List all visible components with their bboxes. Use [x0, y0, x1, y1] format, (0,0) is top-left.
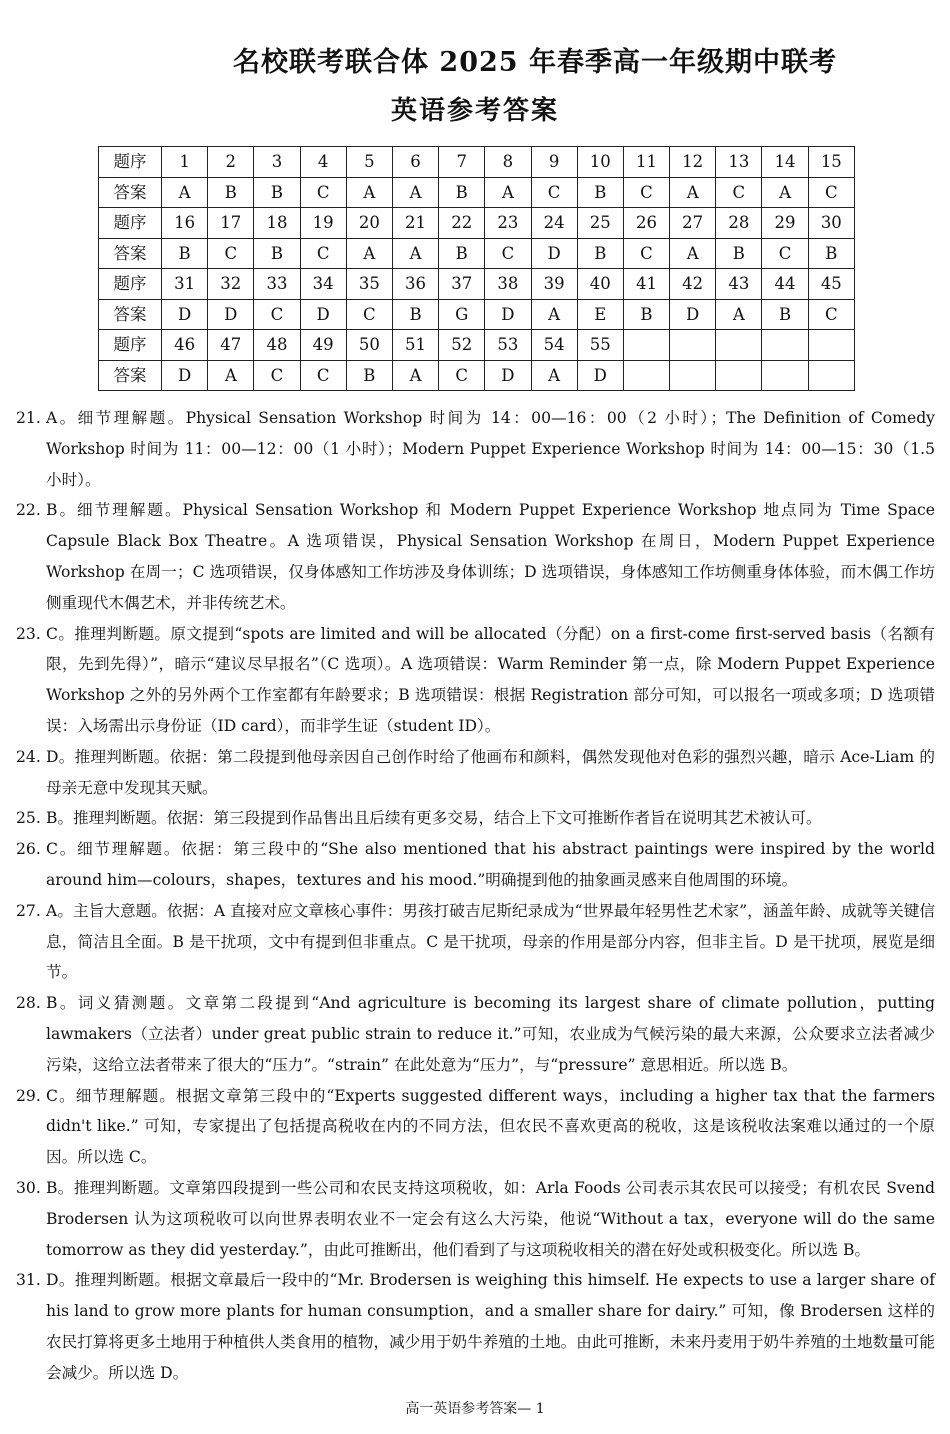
table-cell: C — [762, 238, 808, 269]
table-row — [99, 299, 855, 330]
table-cell: 25 — [577, 208, 623, 239]
question-number: 22. — [16, 501, 41, 520]
table-row — [99, 238, 855, 269]
table-cell: C — [808, 177, 854, 208]
table-cell: 5 — [346, 147, 392, 178]
table-cell: C — [300, 360, 346, 391]
explanation-item — [16, 896, 935, 988]
table-cell: 7 — [439, 147, 485, 178]
table-cell: 26 — [623, 208, 669, 239]
table-cell: D — [531, 238, 577, 269]
table-cell: 42 — [670, 269, 716, 300]
table-cell: B — [577, 238, 623, 269]
table-cell: 10 — [577, 147, 623, 178]
question-number: 29. — [16, 1086, 41, 1105]
table-cell: B — [162, 238, 208, 269]
table-cell: 55 — [577, 330, 623, 361]
table-cell — [670, 360, 716, 391]
table-cell: D — [485, 299, 531, 330]
table-cell: 8 — [485, 147, 531, 178]
table-cell: 51 — [392, 330, 438, 361]
table-cell: D — [162, 299, 208, 330]
table-row-header: 题序 — [99, 269, 162, 300]
explanation-text: C。推理判断题。原文提到“spots are limited and will be allocated（分配）on a first-come first-served basis（名额有限，先到先得）”，暗示“建议尽早报名”（C 选项）。A 选项错误：Warm Reminder 第一点，除 Modern Puppet Experience Workshop 之外的另外两个工作室都有年龄要求；B 选项错误：根据 Registration 部分可知，可以报名一项或多项；D 选项错误：入场需出示身份证（ID card），而非学生证（student ID）。 — [46, 624, 935, 735]
table-cell: 18 — [254, 208, 300, 239]
table-cell: A — [762, 177, 808, 208]
table-cell: 33 — [254, 269, 300, 300]
table-cell: 43 — [716, 269, 762, 300]
table-row — [99, 360, 855, 391]
explanations-section — [16, 403, 935, 1389]
table-cell: B — [439, 177, 485, 208]
explanation-item — [16, 1173, 935, 1265]
question-number: 26. — [16, 840, 41, 859]
table-cell: 17 — [208, 208, 254, 239]
table-cell: 19 — [300, 208, 346, 239]
table-cell: B — [623, 299, 669, 330]
page-subtitle: 英语参考答案 — [390, 96, 559, 126]
table-cell: A — [392, 177, 438, 208]
table-row — [99, 208, 855, 239]
table-cell: 31 — [162, 269, 208, 300]
explanation-text: C。细节理解题。根据文章第三段中的“Experts suggested different ways，including a higher tax that the farmers didn't like.” 可知，专家提出了包括提高税收在内的不同方法，但农民不喜欢更高的税收，这是该税收法案难以通过的一个原因。所以选 C。 — [46, 1086, 935, 1167]
table-cell: C — [208, 238, 254, 269]
table-cell: 38 — [485, 269, 531, 300]
table-cell — [623, 330, 669, 361]
explanation-text: B。推理判断题。文章第四段提到一些公司和农民支持这项税收，如：Arla Foods 公司表示其农民可以接受；有机农民 Svend Brodersen 认为这项税收可以向世界表明农业不一定会有这么大污染，他说“Without a tax，everyone will do the same tomorrow as they did yesterday.”，由此可推断出，他们看到了与这项税收相关的潜在好处或积极变化。所以选 B。 — [46, 1178, 935, 1259]
table-cell: A — [162, 177, 208, 208]
explanation-item — [16, 1081, 935, 1173]
table-row — [99, 147, 855, 178]
explanation-item — [16, 742, 935, 804]
table-cell: B — [346, 360, 392, 391]
table-cell: C — [531, 177, 577, 208]
table-cell: B — [439, 238, 485, 269]
table-row — [99, 330, 855, 361]
table-cell: 53 — [485, 330, 531, 361]
explanation-text: B。细节理解题。Physical Sensation Workshop 和 Modern Puppet Experience Workshop 地点同为 Time Space Capsule Black Box Theatre。A 选项错误，Physical Sensation Workshop 在周日，Modern Puppet Experience Workshop 在周一；C 选项错误，仅身体感知工作坊涉及身体训练；D 选项错误，身体感知工作坊侧重身体体验，而木偶工作坊侧重现代木偶艺术，并非传统艺术。 — [46, 501, 935, 612]
table-row — [99, 269, 855, 300]
table-cell: 52 — [439, 330, 485, 361]
table-cell: 41 — [623, 269, 669, 300]
table-cell: C — [623, 238, 669, 269]
explanation-item — [16, 403, 935, 495]
table-cell: 23 — [485, 208, 531, 239]
explanation-item — [16, 1265, 935, 1388]
table-cell: 6 — [392, 147, 438, 178]
question-number: 25. — [16, 809, 41, 828]
table-cell: D — [670, 299, 716, 330]
table-cell: 13 — [716, 147, 762, 178]
table-cell: 35 — [346, 269, 392, 300]
table-cell: 36 — [392, 269, 438, 300]
table-cell: C — [300, 238, 346, 269]
table-cell: 24 — [531, 208, 577, 239]
table-cell: A — [531, 360, 577, 391]
table-cell: 21 — [392, 208, 438, 239]
table-cell — [716, 330, 762, 361]
table-cell: C — [300, 177, 346, 208]
table-cell: 22 — [439, 208, 485, 239]
table-cell: D — [208, 299, 254, 330]
table-cell: A — [392, 360, 438, 391]
table-cell: C — [716, 177, 762, 208]
table-cell: 39 — [531, 269, 577, 300]
table-cell: B — [392, 299, 438, 330]
table-cell: C — [623, 177, 669, 208]
explanation-item — [16, 619, 935, 742]
question-number: 21. — [16, 409, 41, 427]
table-cell: D — [300, 299, 346, 330]
table-cell: B — [762, 299, 808, 330]
table-cell: A — [485, 177, 531, 208]
table-cell: 47 — [208, 330, 254, 361]
table-cell: B — [254, 177, 300, 208]
table-cell: D — [162, 360, 208, 391]
table-cell: 32 — [208, 269, 254, 300]
explanation-text: A。主旨大意题。依据：A 直接对应文章核心事件：男孩打破吉尼斯纪录成为“世界最年轻男性艺术家”，涵盖年龄、成就等关键信息，简洁且全面。B 是干扰项，文中有提到但非重点。C 是干扰项，母亲的作用是部分内容，但非主旨。D 是干扰项，展览是细节。 — [46, 901, 935, 982]
page-title: 名校联考联合体 2025 年春季高一年级期中联考 — [233, 47, 837, 78]
table-cell: 2 — [208, 147, 254, 178]
table-cell: 30 — [808, 208, 854, 239]
table-cell: 3 — [254, 147, 300, 178]
answer-table-body — [99, 147, 855, 391]
table-cell: E — [577, 299, 623, 330]
question-number: 31. — [16, 1271, 41, 1290]
table-cell: B — [254, 238, 300, 269]
table-cell: B — [577, 177, 623, 208]
explanation-item — [16, 803, 935, 834]
table-cell: 28 — [716, 208, 762, 239]
question-number: 24. — [16, 747, 41, 766]
table-cell: 11 — [623, 147, 669, 178]
table-row-header: 题序 — [99, 208, 162, 239]
table-row-header: 答案 — [99, 360, 162, 391]
answer-table — [98, 146, 855, 391]
table-cell: A — [392, 238, 438, 269]
table-cell: 40 — [577, 269, 623, 300]
table-cell: A — [670, 238, 716, 269]
explanation-text: D。推理判断题。根据文章最后一段中的“Mr. Brodersen is weighing this himself. He expects to use a larger share of his land to grow more plants for human consumption，and a smaller share for dairy.” 可知，像 Brodersen 这样的农民打算将更多土地用于种植供人类食用的植物，减少用于奶牛养殖的土地。由此可推断，未来丹麦用于奶牛养殖的土地数量可能会减少。所以选 D。 — [46, 1271, 935, 1382]
table-cell: 14 — [762, 147, 808, 178]
table-cell: 4 — [300, 147, 346, 178]
question-number: 28. — [16, 994, 41, 1013]
table-cell — [808, 360, 854, 391]
table-cell: A — [346, 177, 392, 208]
table-cell: 49 — [300, 330, 346, 361]
table-cell: 1 — [162, 147, 208, 178]
table-row — [99, 177, 855, 208]
table-cell: C — [254, 299, 300, 330]
table-cell: 48 — [254, 330, 300, 361]
table-cell: 29 — [762, 208, 808, 239]
table-cell — [670, 330, 716, 361]
table-cell: C — [346, 299, 392, 330]
table-cell: D — [485, 360, 531, 391]
table-row-header: 题序 — [99, 147, 162, 178]
explanation-text: D。推理判断题。依据：第二段提到他母亲因自己创作时给了他画布和颜料，偶然发现他对色彩的强烈兴趣，暗示 Ace-Liam 的母亲无意中发现其天赋。 — [46, 747, 935, 797]
explanation-text: C。细节理解题。依据：第三段中的“She also mentioned that his abstract paintings were inspired by the world around him—colours，shapes，textures and his mood.”明确提到他的抽象画灵感来自他周围的环境。 — [46, 840, 935, 889]
table-cell: 45 — [808, 269, 854, 300]
table-cell: B — [208, 177, 254, 208]
table-row-header: 答案 — [99, 177, 162, 208]
table-cell: C — [485, 238, 531, 269]
table-cell: 16 — [162, 208, 208, 239]
table-row-header: 题序 — [99, 330, 162, 361]
table-cell: B — [808, 238, 854, 269]
table-row-header: 答案 — [99, 238, 162, 269]
question-number: 23. — [16, 624, 41, 643]
table-cell: A — [531, 299, 577, 330]
table-cell: C — [439, 360, 485, 391]
table-cell — [808, 330, 854, 361]
explanation-text: B。推理判断题。依据：第三段提到作品售出且后续有更多交易，结合上下文可推断作者旨在说明其艺术被认可。 — [46, 809, 822, 828]
table-cell: 12 — [670, 147, 716, 178]
table-cell: 27 — [670, 208, 716, 239]
table-cell: 15 — [808, 147, 854, 178]
table-cell: 44 — [762, 269, 808, 300]
explanation-item — [16, 495, 935, 618]
question-number: 30. — [16, 1178, 41, 1197]
table-cell: 34 — [300, 269, 346, 300]
table-cell: C — [808, 299, 854, 330]
table-row-header: 答案 — [99, 299, 162, 330]
table-cell: A — [208, 360, 254, 391]
table-cell: D — [577, 360, 623, 391]
table-cell: A — [346, 238, 392, 269]
table-cell: 37 — [439, 269, 485, 300]
table-cell: A — [670, 177, 716, 208]
table-cell: A — [716, 299, 762, 330]
table-cell — [623, 360, 669, 391]
question-number: 27. — [16, 901, 41, 920]
table-cell: C — [254, 360, 300, 391]
table-cell: G — [439, 299, 485, 330]
table-cell: B — [716, 238, 762, 269]
table-cell: 9 — [531, 147, 577, 178]
table-cell: 50 — [346, 330, 392, 361]
explanation-item — [16, 988, 935, 1080]
page-footer: 高一英语参考答案— 1 — [405, 1401, 545, 1417]
explanation-item — [16, 834, 935, 896]
table-cell — [762, 360, 808, 391]
explanation-text: A。细节理解题。Physical Sensation Workshop 时间为 14：00—16：00（2 小时）；The Definition of Comedy Workshop 时间为 11：00—12：00（1 小时）；Modern Puppet Experience Workshop 时间为 14：00—15：30（1.5 小时）。 — [46, 409, 935, 489]
table-cell: 46 — [162, 330, 208, 361]
explanation-text: B。词义猜测题。文章第二段提到“And agriculture is becoming its largest share of climate pollution，putting lawmakers（立法者）under great public strain to reduce it.”可知，农业成为气候污染的最大来源，公众要求立法者减少污染，这给立法者带来了很大的“压力”。“strain” 在此处意为“压力”，与“pressure” 意思相近。所以选 B。 — [46, 994, 935, 1074]
table-cell: 54 — [531, 330, 577, 361]
table-cell: 20 — [346, 208, 392, 239]
table-cell — [716, 360, 762, 391]
table-cell — [762, 330, 808, 361]
